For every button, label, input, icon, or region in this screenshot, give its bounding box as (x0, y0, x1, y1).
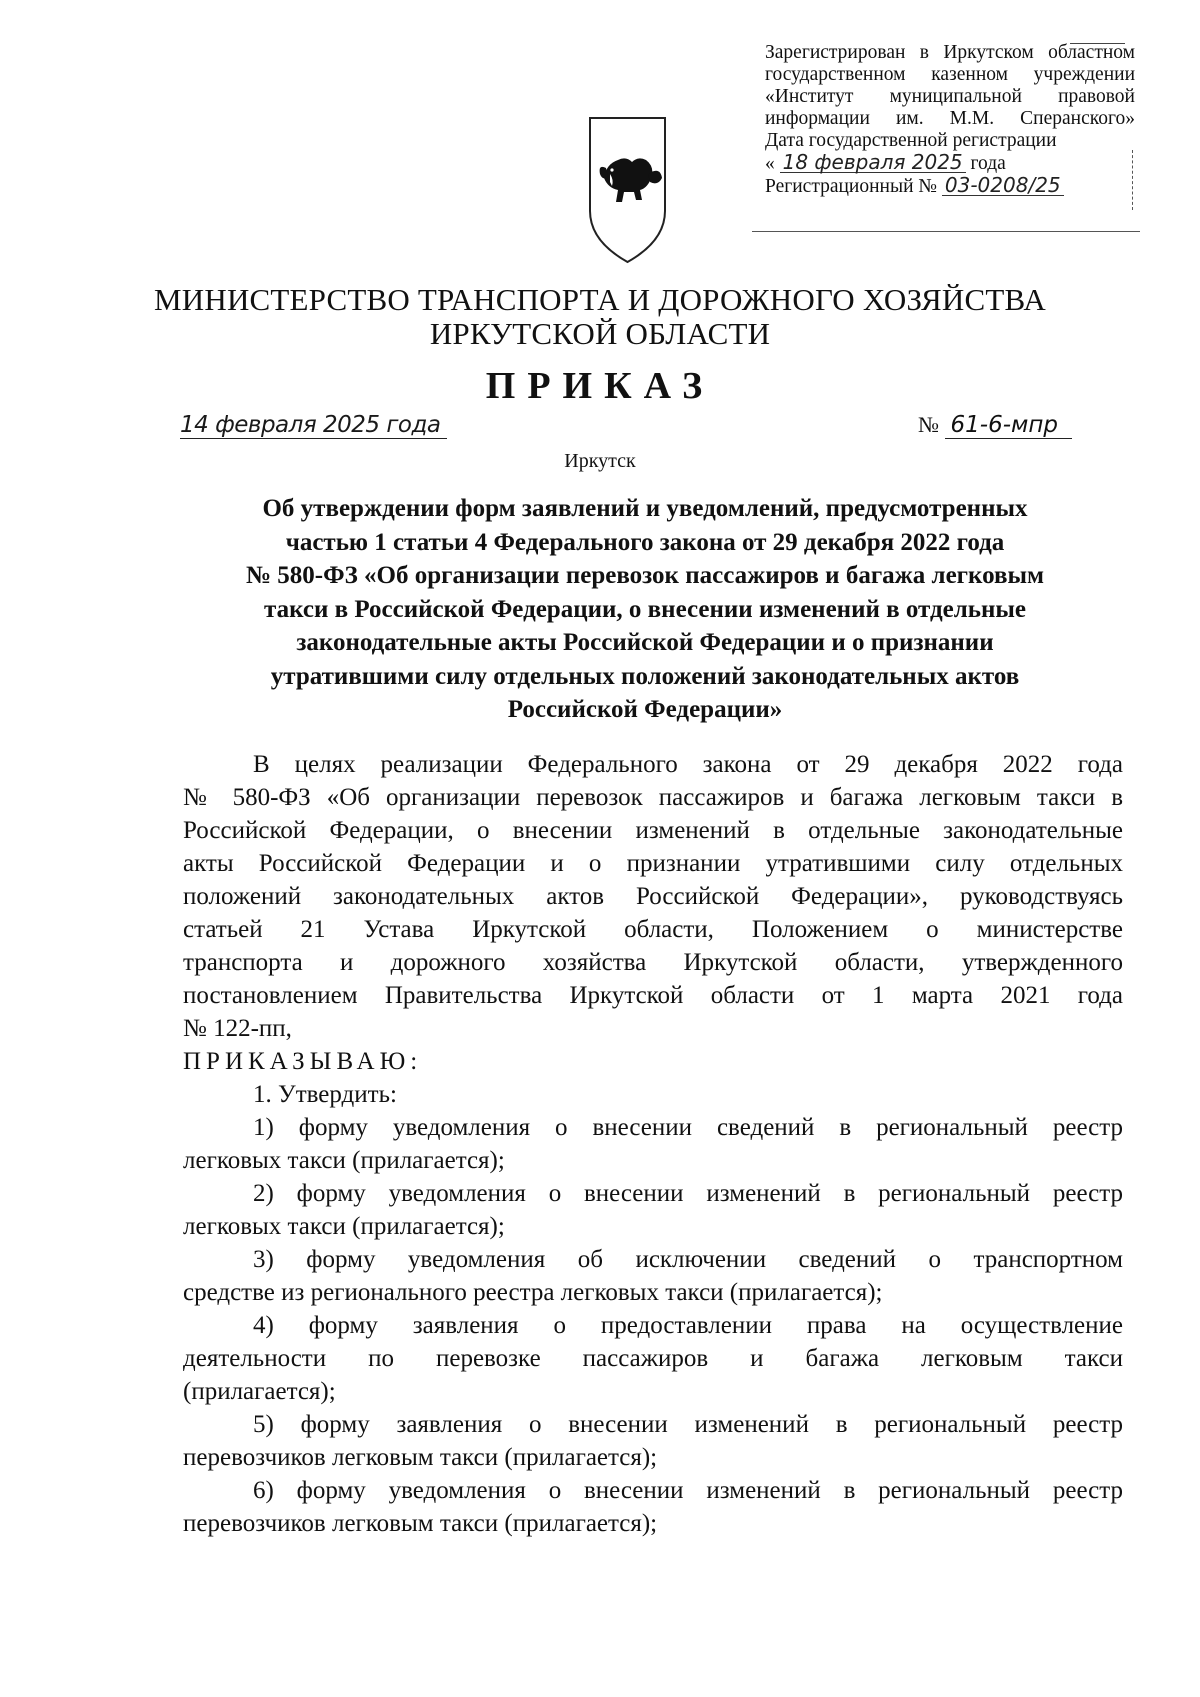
subitem-line: 3) форму уведомления об исключении сведений о транспортном (253, 1246, 1123, 1273)
title-line: законодательные акты Российской Федерации и о признании (296, 629, 994, 656)
preamble-line: акты Российской Федерации и о признании утратившими силу отдельных (183, 850, 1123, 877)
preamble-line: положений законодательных актов Российской Федерации», руководствуясь (183, 883, 1123, 910)
subitem-line: средстве из регионального реестра легковых такси (прилагается); (183, 1279, 883, 1306)
subitem-line: перевозчиков легковым такси (прилагается); (183, 1444, 658, 1471)
registration-line: Зарегистрирован в Иркутском областном (765, 42, 1135, 63)
preamble-line: В целях реализации Федерального закона от 29 декабря 2022 года (253, 751, 1123, 778)
preamble-line: статьей 21 Устава Иркутской области, Положением о министерстве (183, 916, 1123, 943)
subitem-line: 4) форму заявления о предоставлении права на осуществление (253, 1312, 1123, 1339)
subitem-line: 6) форму уведомления о внесении изменений в региональный реестр (253, 1477, 1123, 1504)
registration-date-handwritten: 18 февраля 2025 (780, 152, 966, 173)
title-line: № 580-ФЗ «Об организации перевозок пассажиров и багажа легковым (245, 562, 1045, 589)
registration-date-line (765, 152, 1135, 175)
order-title (170, 492, 1120, 727)
preamble-line: № 580-ФЗ «Об организации перевозок пассажиров и багажа легковым такси в (183, 784, 1123, 811)
preamble-line: постановлением Правительства Иркутской области от 1 марта 2021 года (183, 982, 1123, 1009)
title-line: такси в Российской Федерации, о внесении изменений в отдельные (263, 595, 1027, 623)
ministry-name-line1: МИНИСТЕРСТВО ТРАНСПОРТА И ДОРОЖНОГО ХОЗЯЙСТВА (154, 282, 1046, 317)
registration-number-label: Регистрационный № (765, 176, 938, 197)
order-number (918, 412, 1072, 438)
order-number-handwritten: 61-6-мпр (945, 412, 1073, 439)
title-line: Российской Федерации» (507, 696, 783, 723)
prikazyvayu-heading: ПРИКАЗЫВАЮ: (183, 1048, 423, 1075)
order-body (183, 748, 1123, 1540)
registration-date-suffix: года (970, 153, 1006, 174)
registration-line: Дата государственной регистрации (765, 130, 1057, 151)
registration-line: информации им. М.М. Сперанского» (765, 108, 1135, 129)
order-number-label: № (918, 412, 939, 437)
preamble-line: Российской Федерации, о внесении изменений в отдельные законодательные (183, 817, 1123, 844)
subitem-line: перевозчиков легковым такси (прилагается); (183, 1510, 658, 1537)
registration-stamp (765, 42, 1135, 198)
preamble-line: № 122-пп, (183, 1015, 292, 1042)
registration-number-line (765, 175, 1135, 198)
subitem-line: (прилагается); (183, 1378, 336, 1405)
subitem-line: 1) форму уведомления о внесении сведений в региональный реестр (253, 1114, 1123, 1141)
title-line: утратившими силу отдельных положений законодательных актов (270, 662, 1020, 690)
subitem-line: 2) форму уведомления о внесении изменений в региональный реестр (253, 1180, 1123, 1207)
registration-line: государственном казенном учреждении (765, 64, 1135, 85)
item-1: 1. Утвердить: (253, 1081, 397, 1108)
order-date-handwritten: 14 февраля 2025 года (180, 412, 447, 439)
title-line: Об утверждении форм заявлений и уведомлений, предусмотренных (262, 495, 1028, 522)
document-type-heading: ПРИКАЗ (485, 365, 715, 407)
title-line: частью 1 статьи 4 Федерального закона от 29 декабря 2022 года (285, 528, 1005, 556)
registration-date-quote: « (765, 153, 775, 174)
stamp-bottom-rule (752, 231, 1140, 232)
subitem-line: 5) форму заявления о внесении изменений в региональный реестр (253, 1411, 1123, 1438)
ministry-name-line2: ИРКУТСКОЙ ОБЛАСТИ (429, 316, 771, 351)
registration-number-handwritten: 03-0208/25 (942, 175, 1064, 196)
coat-of-arms-emblem (588, 116, 667, 264)
registration-line: «Институт муниципальной правовой (765, 86, 1135, 107)
city-name: Иркутск (564, 450, 636, 472)
subitem-line: легковых такси (прилагается); (183, 1213, 505, 1240)
subitem-line: легковых такси (прилагается); (183, 1147, 505, 1174)
preamble-line: транспорта и дорожного хозяйства Иркутской области, утвержденного (183, 949, 1123, 976)
subitem-line: деятельности по перевозке пассажиров и багажа легковым такси (183, 1345, 1123, 1372)
